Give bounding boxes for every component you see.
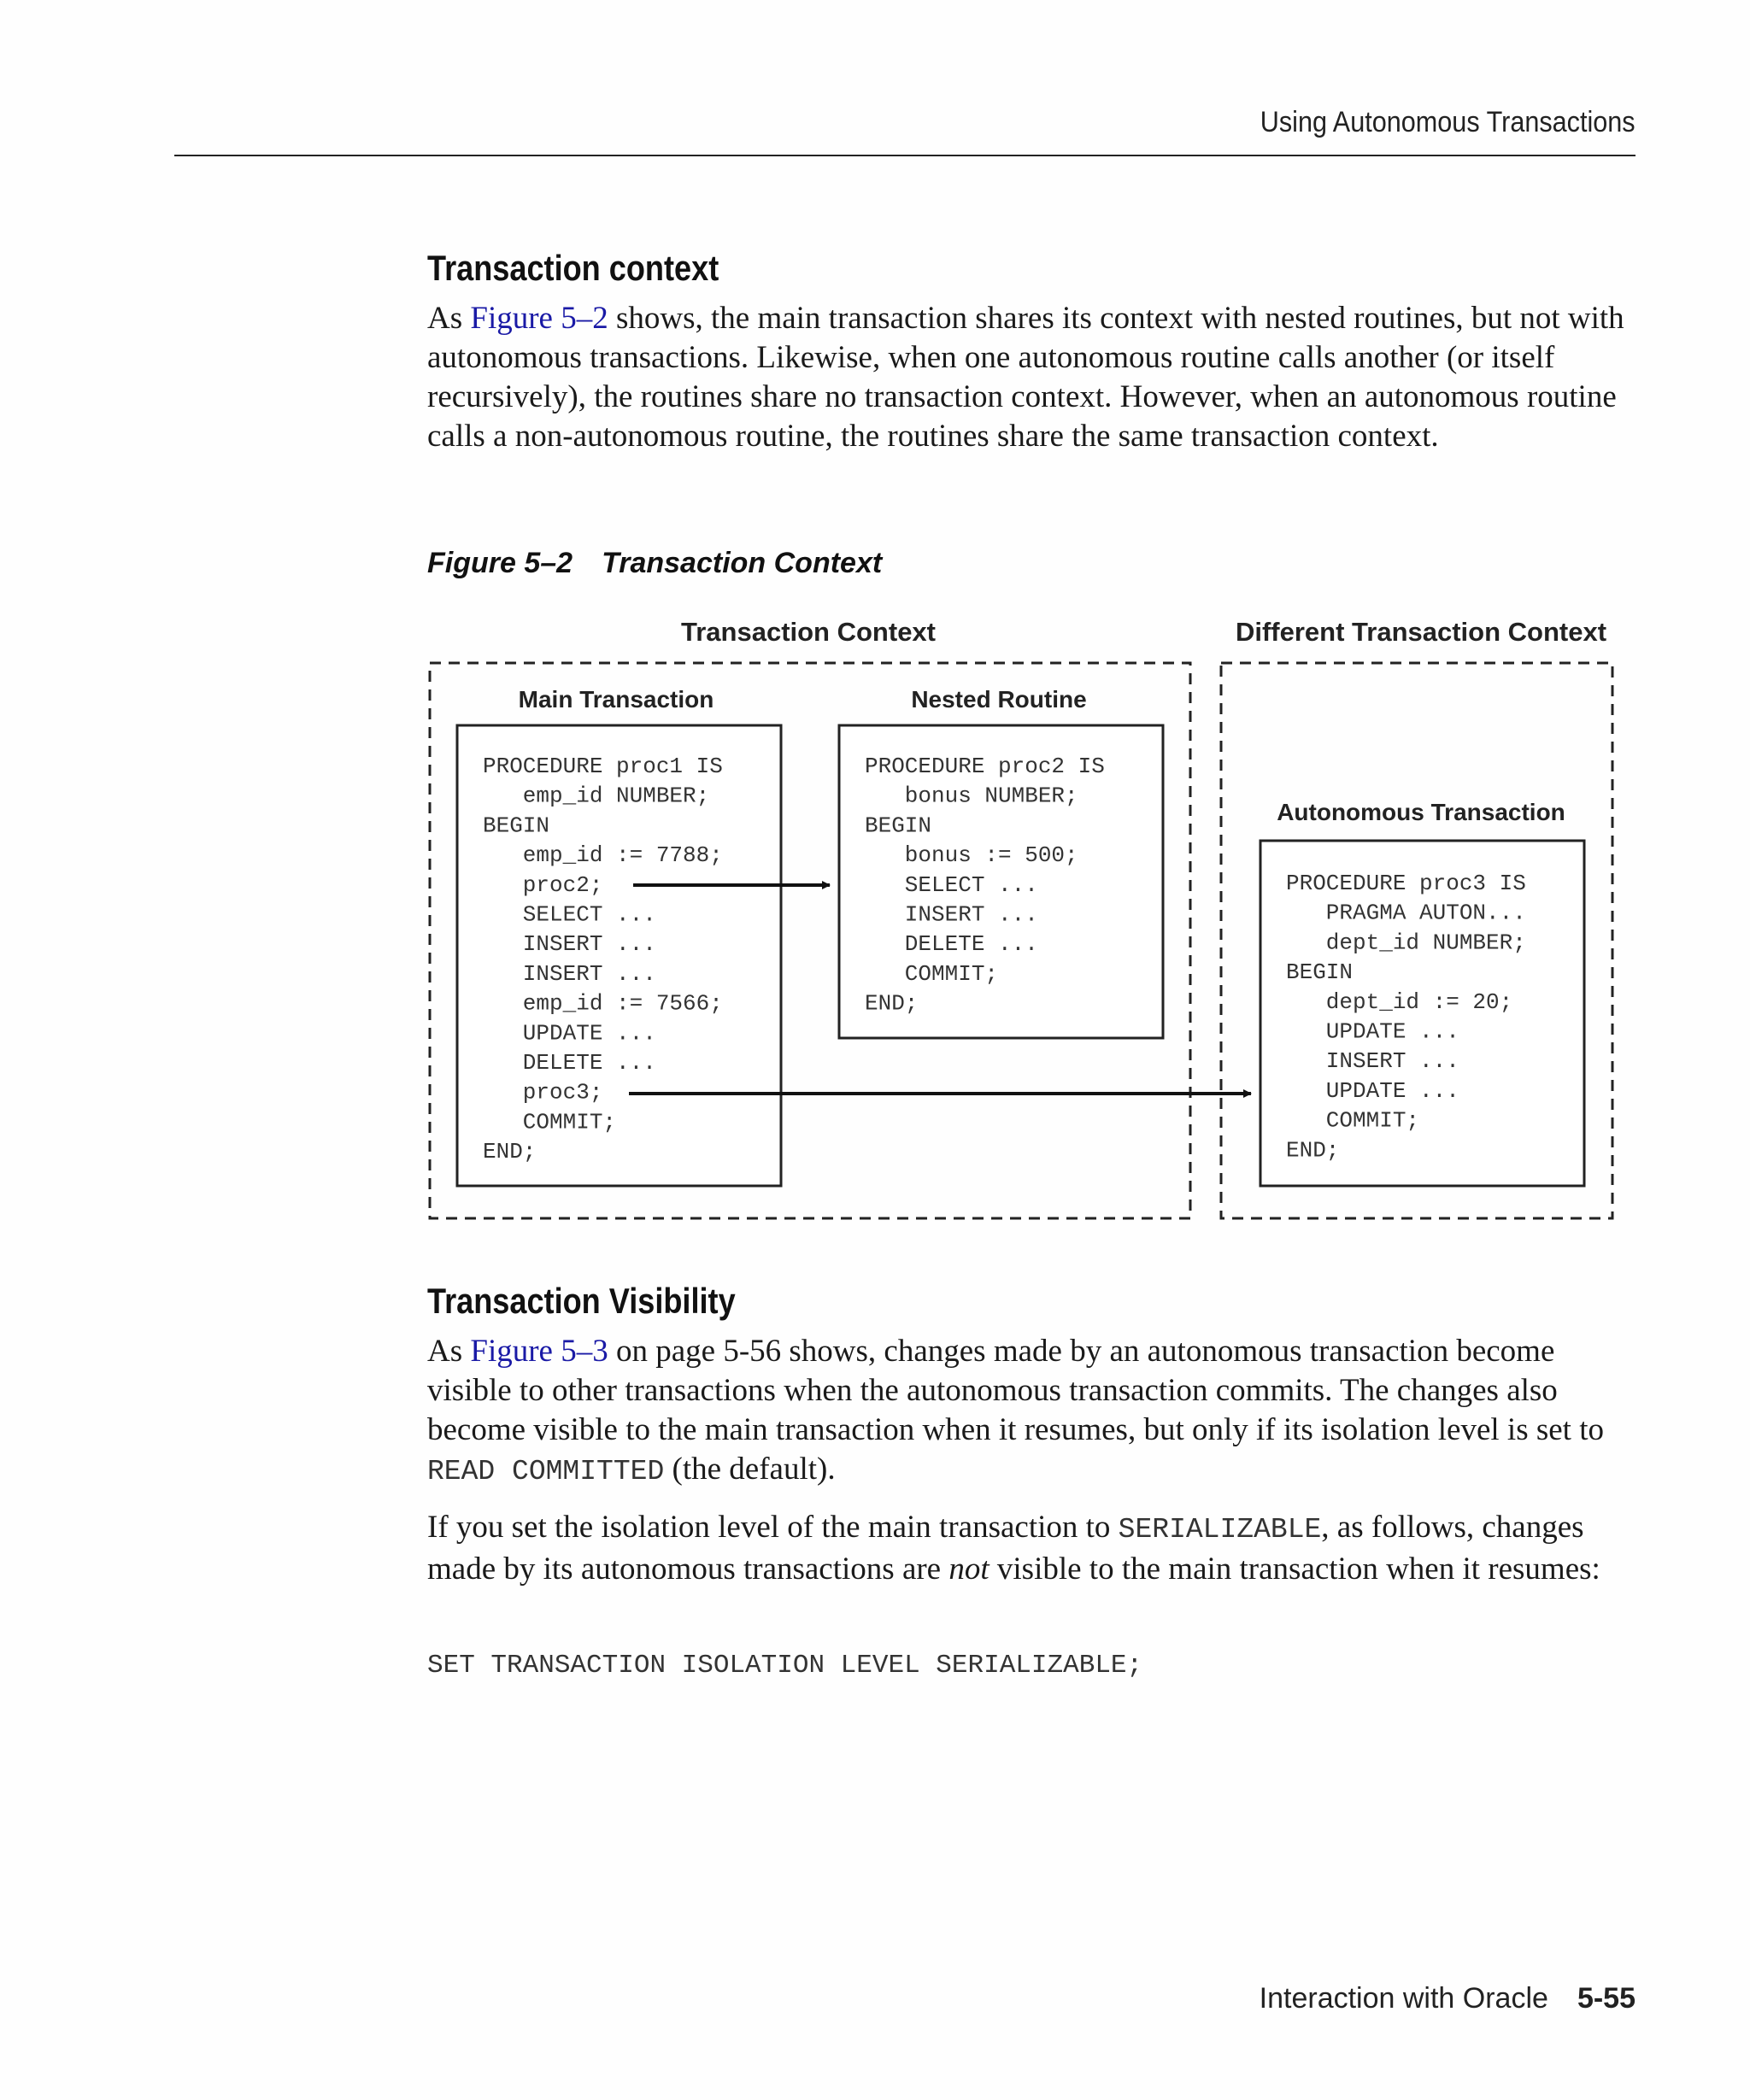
code-line: PROCEDURE proc1 IS bbox=[483, 754, 723, 779]
figure-title: Transaction Context bbox=[602, 547, 883, 579]
code-line: DELETE ... bbox=[865, 931, 1038, 958]
section-heading: Transaction context bbox=[427, 248, 719, 288]
figure-5-2-link[interactable]: Figure 5–2 bbox=[470, 301, 608, 336]
page-number: 5-55 bbox=[1577, 1982, 1635, 2015]
code-line: SET TRANSACTION ISOLATION LEVEL SERIALIZABLE; bbox=[427, 1651, 1143, 1681]
code-line: proc3; bbox=[483, 1079, 603, 1106]
paragraph-text: As bbox=[427, 1334, 471, 1369]
code-line: proc2; bbox=[483, 871, 603, 898]
code-line: SELECT ... bbox=[483, 901, 656, 928]
code-line: INSERT ... bbox=[483, 960, 656, 987]
code-example bbox=[427, 1651, 1641, 1681]
paragraph-text: (the default). bbox=[664, 1452, 836, 1487]
left-group-label: Transaction Context bbox=[681, 617, 936, 647]
page-footer bbox=[1260, 1982, 1635, 2015]
right-group-label: Different Transaction Context bbox=[1235, 617, 1607, 647]
code-line: DELETE ... bbox=[483, 1050, 656, 1076]
section-paragraph bbox=[427, 1332, 1641, 1492]
nested-routine-label: Nested Routine bbox=[911, 686, 1087, 713]
paragraph-text: If you set the isolation level of the main transaction to bbox=[427, 1510, 1119, 1545]
paragraph-visibility bbox=[427, 1332, 1641, 1492]
figure-number: Figure 5–2 bbox=[427, 547, 573, 579]
section-heading: Transaction Visibility bbox=[427, 1281, 736, 1321]
section-paragraph bbox=[427, 1508, 1641, 1589]
code-line: COMMIT; bbox=[483, 1109, 617, 1135]
code-line: bonus := 500; bbox=[865, 842, 1078, 869]
paragraph-text: on page 5-56 shows, changes made by an autonomous transaction become visible to other transactions when the autonomous transaction commits. The changes also become visible to the main transaction when it resumes, but only if its isolation level is set to bbox=[427, 1334, 1604, 1447]
paragraph-text: visible to the main transaction when it resumes: bbox=[989, 1552, 1600, 1587]
code-line: PROCEDURE proc3 IS bbox=[1286, 871, 1526, 896]
emphasis: not bbox=[948, 1552, 990, 1587]
paragraph-text: As bbox=[427, 301, 471, 336]
code-line: emp_id := 7788; bbox=[483, 842, 723, 869]
footer-chapter: Interaction with Oracle bbox=[1259, 1982, 1548, 2015]
code-line: END; bbox=[483, 1139, 537, 1165]
code-line: INSERT ... bbox=[865, 901, 1038, 928]
code-line: INSERT ... bbox=[1286, 1048, 1459, 1075]
inline-code: SERIALIZABLE bbox=[1118, 1514, 1322, 1546]
code-line: PRAGMA AUTON... bbox=[1286, 900, 1526, 926]
code-line: BEGIN bbox=[483, 812, 550, 839]
section-transaction-visibility bbox=[427, 1281, 1641, 1322]
code-line: bonus NUMBER; bbox=[865, 783, 1078, 809]
code-line: dept_id := 20; bbox=[1286, 988, 1513, 1015]
inline-code: READ COMMITTED bbox=[427, 1456, 665, 1487]
code-line: UPDATE ... bbox=[483, 1020, 656, 1047]
code-line: SELECT ... bbox=[865, 871, 1038, 898]
code-line: BEGIN bbox=[865, 812, 932, 839]
code-line: emp_id := 7566; bbox=[483, 990, 723, 1017]
main-transaction-label: Main Transaction bbox=[518, 686, 714, 713]
paragraph-serializable bbox=[427, 1508, 1641, 1589]
code-line: UPDATE ... bbox=[1286, 1018, 1459, 1045]
code-line: UPDATE ... bbox=[1286, 1077, 1459, 1104]
code-line: END; bbox=[865, 990, 919, 1017]
code-line: COMMIT; bbox=[865, 960, 999, 987]
code-line: INSERT ... bbox=[483, 931, 656, 958]
code-line: emp_id NUMBER; bbox=[483, 783, 710, 809]
autonomous-transaction-label: Autonomous Transaction bbox=[1277, 799, 1565, 825]
running-header: Using Autonomous Transactions bbox=[1260, 106, 1635, 138]
figure-5-3-link[interactable]: Figure 5–3 bbox=[470, 1334, 608, 1369]
code-line: BEGIN bbox=[1286, 959, 1354, 986]
code-line: dept_id NUMBER; bbox=[1286, 930, 1526, 956]
code-line: PROCEDURE proc2 IS bbox=[865, 754, 1105, 779]
paragraph-text: , as follows, changes made by its autonomous transactions are bbox=[427, 1510, 1584, 1587]
code-line: END; bbox=[1286, 1137, 1340, 1164]
paragraph-text: shows, the main transaction shares its context with nested routines, but not with autonomous transactions. Likewise, when one autonomous routine calls another (or itself recursively), the routines share no transaction context. However, when an autonomous routine calls a non-autonomous routine, the routines share the same transaction context. bbox=[427, 301, 1624, 454]
code-line: COMMIT; bbox=[1286, 1107, 1420, 1134]
